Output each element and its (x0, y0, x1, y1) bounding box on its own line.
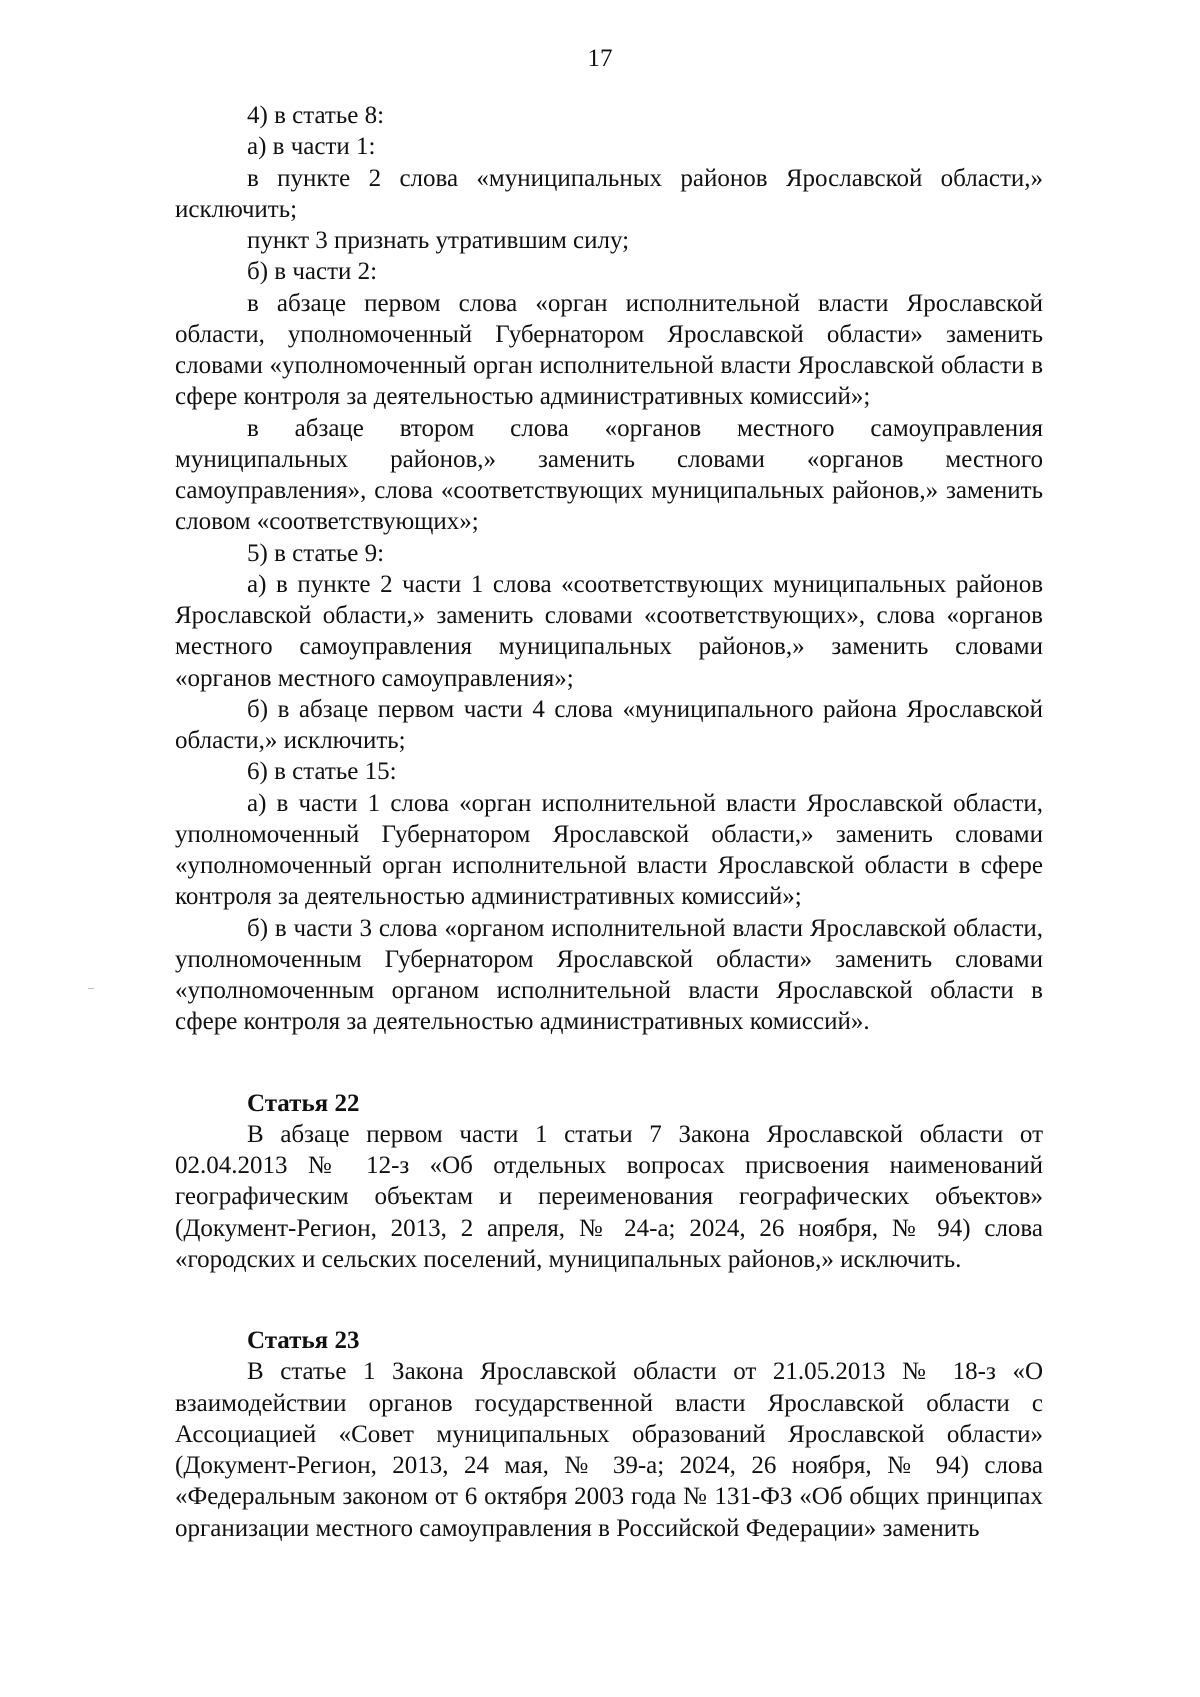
paragraph-item-2-delete: в пункте 2 слова «муниципальных районов Ярославской области,» исключить; (175, 164, 1043, 223)
paragraph-second-indent-replace: в абзаце втором слова «органов местного самоуправления муниципальных районов,» заменить словами «органов местного самоуправления», слова «соответствующих муниципальных районов,» заменить словом «соответствующих»; (175, 414, 1043, 536)
section-spacer (175, 1275, 1043, 1325)
article-23-heading: Статья 23 (247, 1327, 360, 1354)
paragraph-article-9: 5) в статье 9: (247, 539, 385, 567)
paragraph-article-9-a: а) в пункте 2 части 1 слова «соответствующих муниципальных районов Ярославской области,» заменить словами «соответствующих», слова «органов местного самоуправления муниципальных районов,» заменить словами «органов местного самоуправления»; (175, 570, 1043, 692)
paragraph-part-1: а) в части 1: (247, 133, 376, 161)
page-number: 17 (587, 45, 613, 72)
paragraph-article-15-b: б) в части 3 слова «органом исполнительной власти Ярославской области, уполномоченным Губернатором Ярославской области» заменить словами «уполномоченным органом исполнительной власти Ярославской области в сфере контроля за деятельностью административных комиссий». (175, 914, 1043, 1036)
paragraph-article-15-a: а) в части 1 слова «орган исполнительной власти Ярославской области, уполномоченный Губернатором Ярославской области,» заменить словами «уполномоченный орган исполнительной власти Ярославской области в сфере контроля за деятельностью административных комиссий»; (175, 789, 1043, 911)
paragraph-article-9-b: б) в абзаце первом части 4 слова «муниципального района Ярославской области,» исключить; (175, 695, 1043, 754)
paragraph-item-3-void: пункт 3 признать утратившим силу; (247, 227, 630, 254)
document-body (175, 100, 1043, 1544)
paragraph-article-8: 4) в статье 8: (247, 102, 385, 129)
paragraph-first-indent-replace: в абзаце первом слова «орган исполнительной власти Ярославской области, уполномоченный Губернатором Ярославской области» заменить словами «уполномоченный орган исполнительной власти Ярославской области в сфере контроля за деятельностью административных комиссий»; (175, 289, 1043, 411)
paragraph-part-2: б) в части 2: (247, 258, 378, 286)
paragraph-article-15: 6) в статье 15: (247, 758, 397, 786)
article-22-text: В абзаце первом части 1 статьи 7 Закона Ярославской области от 02.04.2013 № 12-з «Об отдельных вопросах присвоения наименований географическим объектам и переименования географических объектов» (Документ-Регион, 2013, 2 апреля, № 24-а; 2024, 26 ноября, № 94) слова «городских и сельских поселений, муниципальных районов,» исключить. (175, 1120, 1043, 1273)
article-22-heading: Статья 22 (247, 1089, 360, 1117)
scan-artifact (88, 988, 94, 989)
article-23-text: В статье 1 Закона Ярославской области от 21.05.2013 № 18-з «О взаимодействии органов государственной власти Ярославской области с Ассоциацией «Совет муниципальных образований Ярославской области» (Документ-Регион, 2013, 24 мая, № 39-а; 2024, 26 ноября, № 94) слова «Федеральным законом от 6 октября 2003 года № 131-ФЗ «Об общих принципах организации местного самоуправления в Российской Федерации» заменить (175, 1358, 1043, 1542)
section-spacer (175, 1038, 1043, 1088)
